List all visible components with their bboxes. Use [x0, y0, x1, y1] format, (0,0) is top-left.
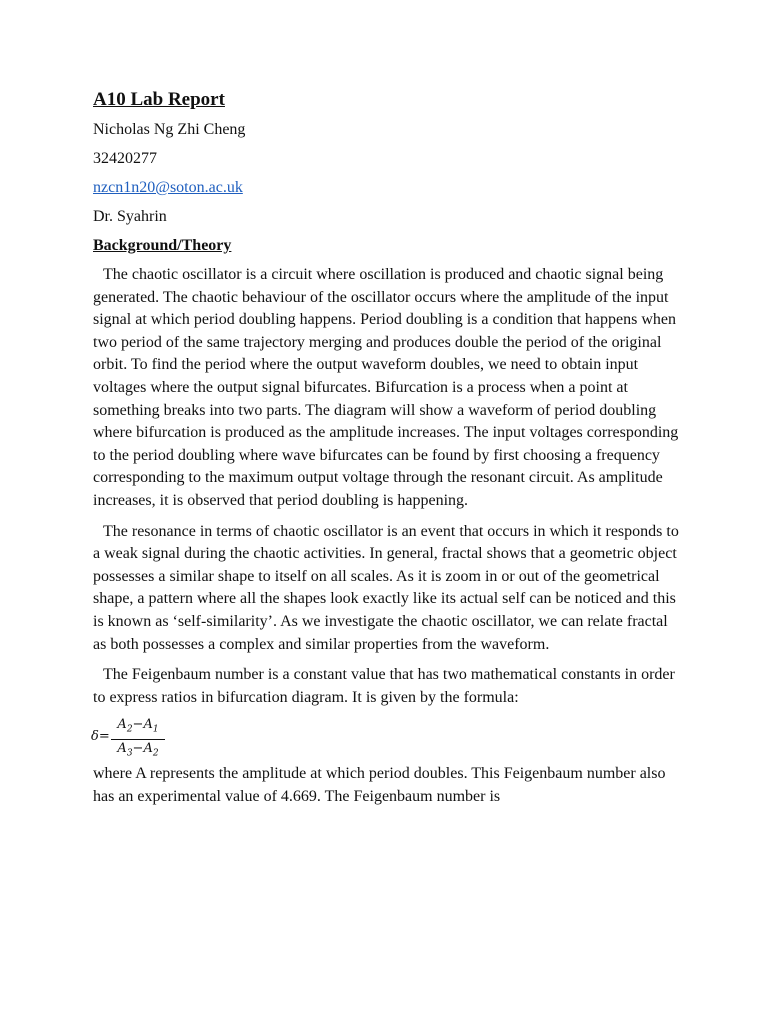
author-name: Nicholas Ng Zhi Cheng [93, 121, 246, 138]
document-body [93, 88, 681, 816]
formula-denominator: $A_3-A_2$ [117, 740, 159, 759]
paragraph-chaotic-oscillator: The chaotic oscillator is a circuit where oscillation is produced and chaotic signal being generated. The chaotic behaviour of the oscillator occurs where the amplitude of the input signal at which period doubling happens. Period doubling is a condition that happens when two period of the same trajectory merging and produces double the period of the original orbit. To find the period where the output waveform doubles, we need to obtain input voltages where the output signal bifurcates. Bifurcation is a process when a point at something breaks into two parts. The diagram will show a waveform of period doubling where bifurcation is produced as the amplitude increases. The input voltages corresponding to the period doubling where wave bifurcates can be found by first choosing a frequency corresponding to the maximum output voltage through the resonant circuit. As amplitude increases, it is observed that period doubling is happening. [93, 266, 679, 509]
formula-numerator: $A_2-A_1$ [111, 717, 165, 740]
student-id: 32420277 [93, 150, 157, 167]
supervisor-name: Dr. Syahrin [93, 208, 167, 225]
paragraph-feigenbaum-intro: The Feigenbaum number is a constant value that has two mathematical constants in order to express ratios in bifurcation diagram. It is given by the formula: [93, 666, 675, 706]
paragraph-closing: where A represents the amplitude at which period doubles. This Feigenbaum number also has an experimental value of 4.669. The Feigenbaum number is [93, 765, 666, 805]
email-link[interactable]: nzcn1n20@soton.ac.uk [93, 179, 243, 196]
feigenbaum-formula [91, 717, 681, 757]
formula-fraction [111, 717, 165, 762]
paragraph-resonance-fractal: The resonance in terms of chaotic oscillator is an event that occurs in which it responds to a weak signal during the chaotic activities. In general, fractal shows that a geometric object possesses a similar shape to itself on all scales. As it is zoom in or out of the geometrical shape, a pattern where all the shapes look exactly like its actual self can be noticed and this is known as ‘self-similarity’. As we investigate the chaotic oscillator, we can relate fractal as both possesses a complex and similar properties from the waveform. [93, 522, 679, 653]
email-line [93, 178, 681, 198]
formula-lhs: δ= [91, 729, 110, 745]
report-title: A10 Lab Report [93, 89, 225, 110]
section-heading: Background/Theory [93, 237, 232, 254]
